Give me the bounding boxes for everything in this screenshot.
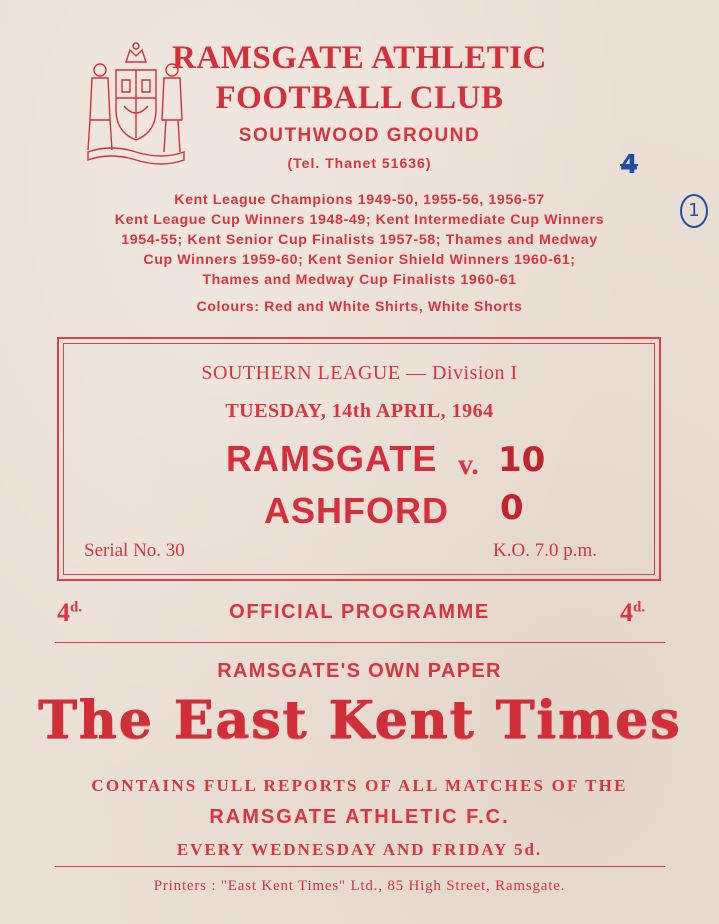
divider xyxy=(55,866,665,867)
club-colours: Colours: Red and White Shirts, White Shorts xyxy=(196,299,523,315)
versus: v. xyxy=(458,448,479,481)
printers-credit: Printers : "East Kent Times" Ltd., 85 High Street, Ramsgate. xyxy=(153,878,566,894)
away-team: ASHFORD xyxy=(264,490,449,531)
advert-schedule: EVERY WEDNESDAY AND FRIDAY 5d. xyxy=(176,840,543,859)
advert-tagline: RAMSGATE'S OWN PAPER xyxy=(217,660,502,682)
advert-contains: CONTAINS FULL REPORTS OF ALL MATCHES OF THE xyxy=(91,776,628,795)
handwritten-circled-number: 1 xyxy=(680,194,708,228)
honours-line: 1954-55; Kent Senior Cup Finalists 1957-58; Thames and Medway xyxy=(121,232,598,248)
handwritten-price-mark: 4 xyxy=(620,150,639,180)
honours-line: Cup Winners 1959-60; Kent Senior Shield Winners 1960-61; xyxy=(143,252,576,268)
competition: SOUTHERN LEAGUE — Division I xyxy=(201,362,518,384)
club-name-line1: RAMSGATE ATHLETIC xyxy=(172,40,547,76)
price-right: $4^{d.}$ xyxy=(620,598,646,627)
price-left: $4^{d.}$ xyxy=(57,598,83,627)
ground-name: SOUTHWOOD GROUND xyxy=(238,125,481,146)
honours-line: Thames and Medway Cup Finalists 1960-61 xyxy=(202,272,517,288)
home-team: RAMSGATE xyxy=(226,438,438,479)
club-name-line2: FOOTBALL CLUB xyxy=(215,80,504,116)
handwritten-home-score: 10 xyxy=(498,440,546,480)
newspaper-name: The East Kent Times xyxy=(37,690,682,751)
honours-line: Kent League Cup Winners 1948-49; Kent Intermediate Cup Winners xyxy=(114,212,605,228)
handwritten-away-score: 0 xyxy=(500,488,524,528)
official-programme-title: OFFICIAL PROGRAMME xyxy=(229,601,490,623)
telephone: (Tel. Thanet 51636) xyxy=(287,155,432,171)
honours-line: Kent League Champions 1949-50, 1955-56, 1956-57 xyxy=(174,192,545,208)
match-date: TUESDAY, 14th APRIL, 1964 xyxy=(225,400,494,422)
divider xyxy=(55,642,665,643)
kick-off-time: K.O. 7.0 p.m. xyxy=(493,540,597,561)
advert-club: RAMSGATE ATHLETIC F.C. xyxy=(209,806,510,828)
serial-number: Serial No. 30 xyxy=(84,540,185,561)
